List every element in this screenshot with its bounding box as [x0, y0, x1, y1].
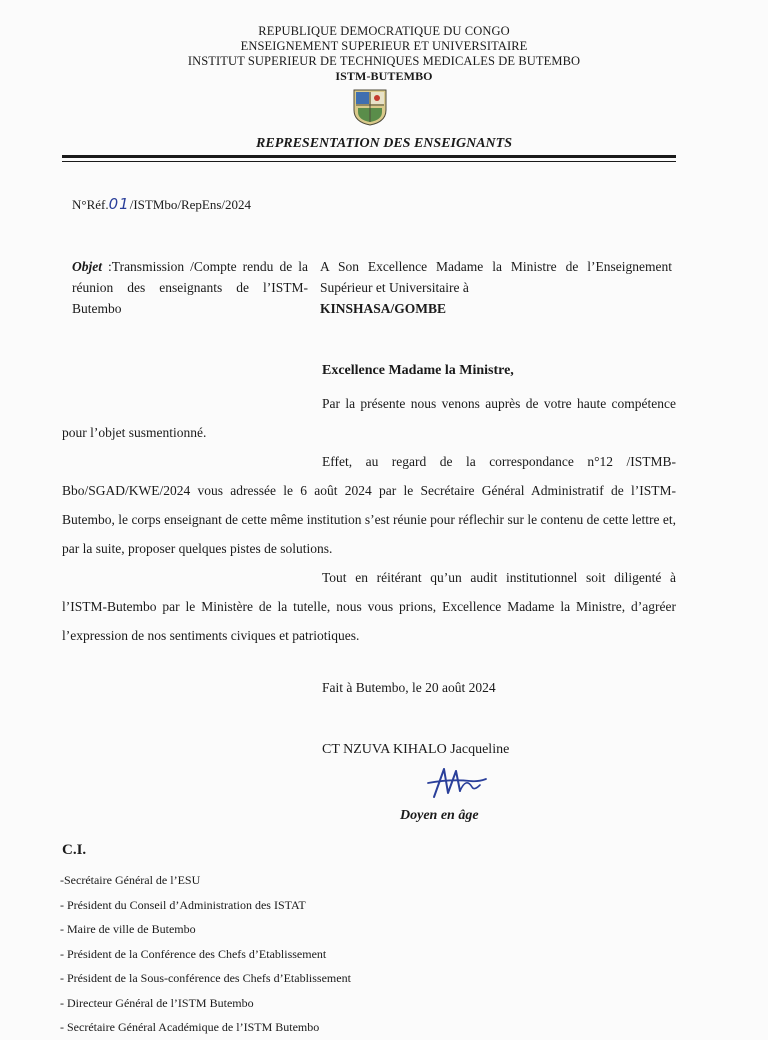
place-and-date: Fait à Butembo, le 20 août 2024 — [322, 680, 496, 695]
signatory-role: Doyen en âge — [400, 808, 479, 823]
copies-list — [60, 868, 351, 1040]
salutation: Excellence Madame la Ministre, — [322, 363, 514, 378]
reference-suffix: /ISTMbo/RepEns/2024 — [129, 197, 252, 212]
copies-title: C.I. — [62, 842, 87, 858]
list-item: - Directeur Général de l’ISTM Butembo — [60, 995, 254, 1010]
reference-prefix: N°Réf. — [72, 197, 109, 212]
recipient-text: A Son Excellence Madame la Ministre de l’Enseignement Supérieur et Universitaire à — [320, 259, 672, 295]
signatory-name: CT NZUVA KIHALO Jacqueline — [322, 742, 510, 757]
reference-handwritten-number: 01 — [108, 195, 130, 213]
letterhead-acronym: ISTM-BUTEMBO — [335, 69, 433, 83]
list-item: - Président de la Conférence des Chefs d’Etablissement — [60, 946, 327, 961]
subject-block — [72, 256, 308, 319]
list-item: - Maire de ville de Butembo — [60, 922, 196, 936]
letter-body — [62, 389, 676, 650]
subject-label: Objet — [72, 259, 102, 274]
subject-text: :Transmission /Compte rendu de la réunion des enseignants de l’ISTM-Butembo — [72, 259, 308, 316]
letterhead-institute: INSTITUT SUPERIEUR DE TECHNIQUES MEDICALES DE BUTEMBO — [187, 54, 581, 68]
recipient-city: KINSHASA/GOMBE — [320, 301, 447, 316]
letterhead-ministry: ENSEIGNEMENT SUPERIEUR ET UNIVERSITAIRE — [240, 39, 528, 53]
body-paragraph: Tout en réitérant qu’un audit institutionnel soit diligenté à l’ISTM-Butembo par le Ministère de la tutelle, nous vous prions, Excellence Madame la Ministre, d’agréer l’expression de nos sentiments civiques et patriotiques. — [62, 570, 676, 643]
header-divider — [62, 155, 676, 158]
handwritten-signature — [420, 763, 490, 803]
reference-number — [72, 195, 251, 213]
header-divider-thin — [62, 161, 676, 162]
list-item: - Président de la Sous-conférence des Chefs d’Etablissement — [60, 971, 351, 985]
body-paragraph: Effet, au regard de la correspondance n°12 /ISTMB-Bbo/SGAD/KWE/2024 vous adressée le 6 août 2024 par le Secrétaire Général Administratif de l’ISTM-Butembo, le corps enseignant de cette même institution s’est réunie pour réflechir sur le contenu de cette lettre et, par la suite, proposer quelques pistes de solutions. — [62, 454, 676, 556]
section-title: REPRESENTATION DES ENSEIGNANTS — [256, 136, 512, 151]
recipient-block — [320, 256, 672, 319]
letterhead-country: REPUBLIQUE DEMOCRATIQUE DU CONGO — [258, 24, 510, 38]
list-item: - Président du Conseil d’Administration des ISTAT — [60, 897, 306, 912]
letterhead — [0, 24, 768, 84]
body-paragraph: Par la présente nous venons auprès de votre haute compétence pour l’objet susmentionné. — [62, 396, 676, 440]
list-item: - Secrétaire Général Académique de l’ISTM Butembo — [60, 1020, 320, 1034]
list-item: -Secrétaire Général de l’ESU — [60, 873, 201, 887]
institution-crest-icon — [352, 88, 388, 126]
